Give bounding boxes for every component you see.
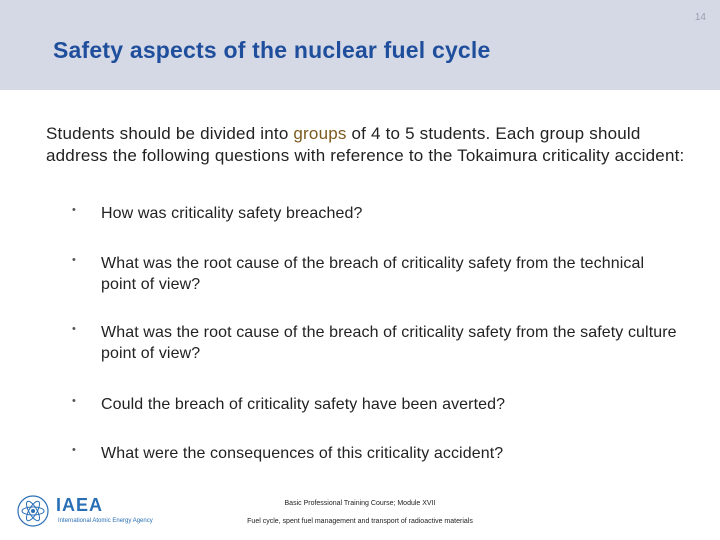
logo-text: IAEA [56, 495, 104, 515]
bullet-icon: • [72, 395, 76, 407]
bullet-icon: • [72, 444, 76, 456]
intro-text-part1: Students should be divided into [46, 124, 294, 143]
question-text: What were the consequences of this criticality accident? [101, 445, 504, 462]
question-text: What was the root cause of the breach of criticality safety from the safety culture point of view? [101, 324, 677, 362]
question-text: How was criticality safety breached? [101, 205, 363, 222]
slide-title: Safety aspects of the nuclear fuel cycle [53, 37, 491, 63]
intro-paragraph [46, 123, 686, 167]
logo-subtitle: International Atomic Energy Agency [58, 518, 153, 524]
intro-highlight-groups: groups [293, 124, 347, 143]
footer-topic-line: Fuel cycle, spent fuel management and transport of radioactive materials [247, 518, 473, 525]
question-text: What was the root cause of the breach of criticality safety from the technical point of view? [101, 255, 645, 293]
slide-number: 14 [694, 12, 706, 23]
question-text: Could the breach of criticality safety have been averted? [101, 396, 506, 413]
footer-course-line: Basic Professional Training Course; Module XVII [284, 500, 436, 507]
intro-text-part2: of 4 to 5 students. Each group should address the following questions with reference to the Tokaimura criticality accident: [46, 124, 685, 165]
bullet-icon: • [72, 254, 76, 266]
header-band [0, 0, 720, 90]
bullet-icon: • [72, 204, 76, 216]
bullet-icon: • [72, 323, 76, 335]
